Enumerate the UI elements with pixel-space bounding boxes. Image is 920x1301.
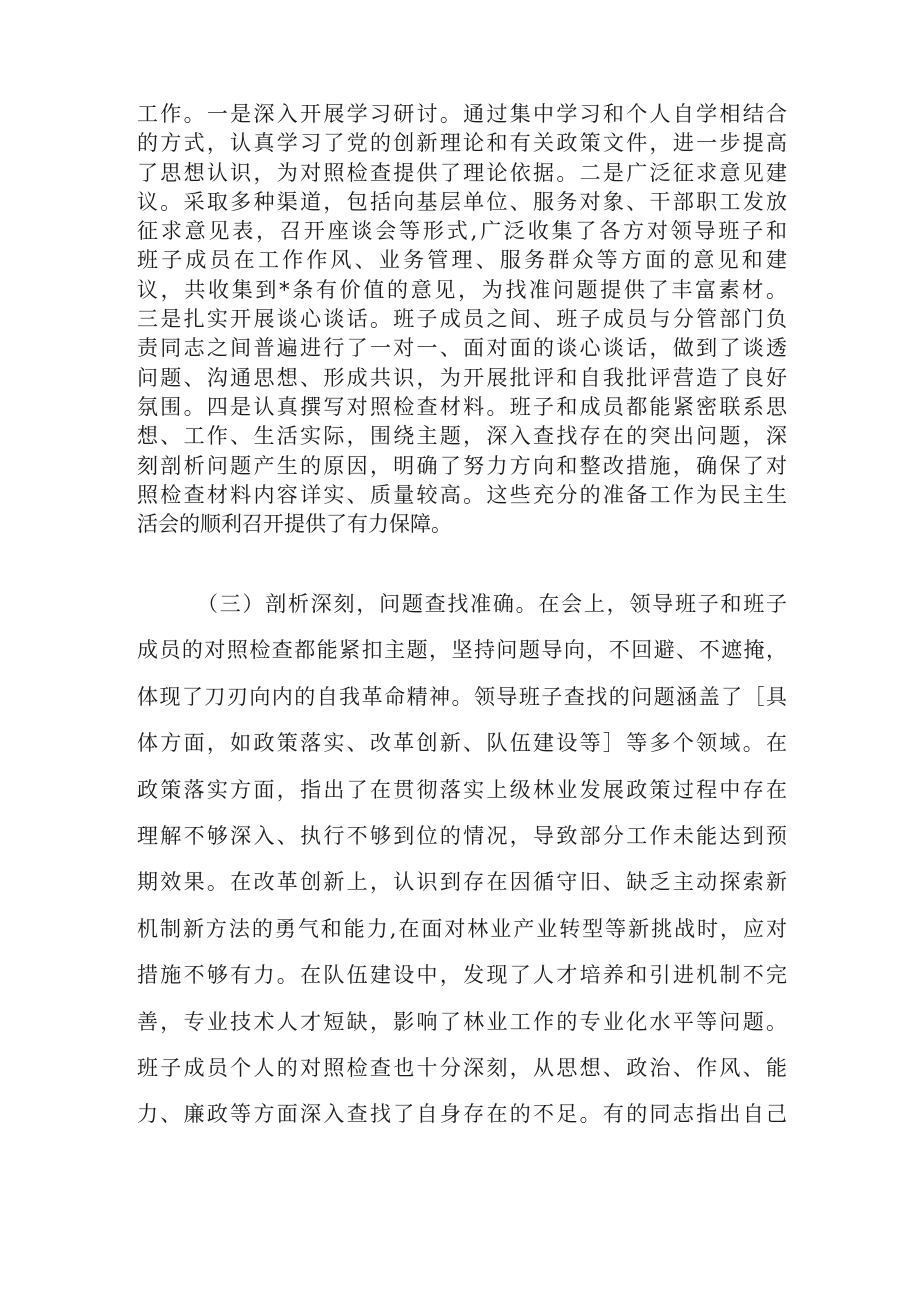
text-line: 问题、沟通思想、形成共识，为开展批评和自我批评营造了良好 xyxy=(137,365,787,390)
text-line: 责同志之间普遍进行了一对一、面对面的谈心谈话，做到了谈透 xyxy=(137,336,787,361)
text-line: 班子成员个人的对照检查也十分深刻，从思想、政治、作风、能 xyxy=(137,1056,787,1081)
text-line: 照检查材料内容详实、质量较高。这些充分的准备工作为民主生 xyxy=(137,482,787,507)
text-line: 氛围。四是认真撰写对照检查材料。班子和成员都能紧密联系思 xyxy=(137,394,787,419)
text-line: 体方面，如政策落实、改革创新、队伍建设等］等多个领域。在 xyxy=(137,731,787,756)
text-line: 议。采取多种渠道，包括向基层单位、服务对象、干部职工发放 xyxy=(137,189,787,214)
text-line: 机制新方法的勇气和能力,在面对林业产业转型等新挑战时，应对 xyxy=(137,916,787,941)
text-line: 刻剖析问题产生的原因，明确了努力方向和整改措施，确保了对 xyxy=(137,453,787,478)
text-line: 政策落实方面，指出了在贯彻落实上级林业发展政策过程中存在 xyxy=(137,777,787,802)
text-line: 体现了刀刃向内的自我革命精神。领导班子查找的问题涵盖了［具 xyxy=(137,684,787,709)
section-heading-line: （三）剖析深刻，问题查找准确。在会上，领导班子和班子 xyxy=(197,592,787,616)
paragraph-preparation-work xyxy=(137,100,787,539)
text-line: 力、廉政等方面深入查找了自身存在的不足。有的同志指出自己 xyxy=(137,1102,787,1127)
text-line: 班子成员在工作作风、业务管理、服务群众等方面的意见和建 xyxy=(137,248,787,273)
text-line-last: 活会的顺利召开提供了有力保障。 xyxy=(137,512,452,537)
text-line: 工作。一是深入开展学习研讨。通过集中学习和个人自学相结合 xyxy=(137,102,787,126)
text-line: 期效果。在改革创新上，认识到存在因循守旧、缺乏主动探索新 xyxy=(137,870,787,895)
text-line: 善，专业技术人才短缺，影响了林业工作的专业化水平等问题。 xyxy=(137,1009,787,1034)
text-line: 理解不够深入、执行不够到位的情况，导致部分工作未能达到预 xyxy=(137,824,787,849)
text-line: 措施不够有力。在队伍建设中，发现了人才培养和引进机制不完 xyxy=(137,963,787,988)
paragraph-analysis-section xyxy=(137,581,787,1138)
text-line: 的方式，认真学习了党的创新理论和有关政策文件，进一步提高 xyxy=(137,131,787,156)
text-line: 想、工作、生活实际，围绕主题，深入查找存在的突出问题，深 xyxy=(137,424,787,449)
text-line: 成员的对照检查都能紧扣主题，坚持问题导向，不回避、不遮掩， xyxy=(137,638,787,663)
text-line: 征求意见表，召开座谈会等形式,广泛收集了各方对领导班子和 xyxy=(137,219,787,244)
text-line: 三是扎实开展谈心谈话。班子成员之间、班子成员与分管部门负 xyxy=(137,307,787,332)
text-line: 议，共收集到*条有价值的意见，为找准问题提供了丰富素材。 xyxy=(137,277,787,302)
text-line: 了思想认识，为对照检查提供了理论依据。二是广泛征求意见建 xyxy=(137,160,787,185)
